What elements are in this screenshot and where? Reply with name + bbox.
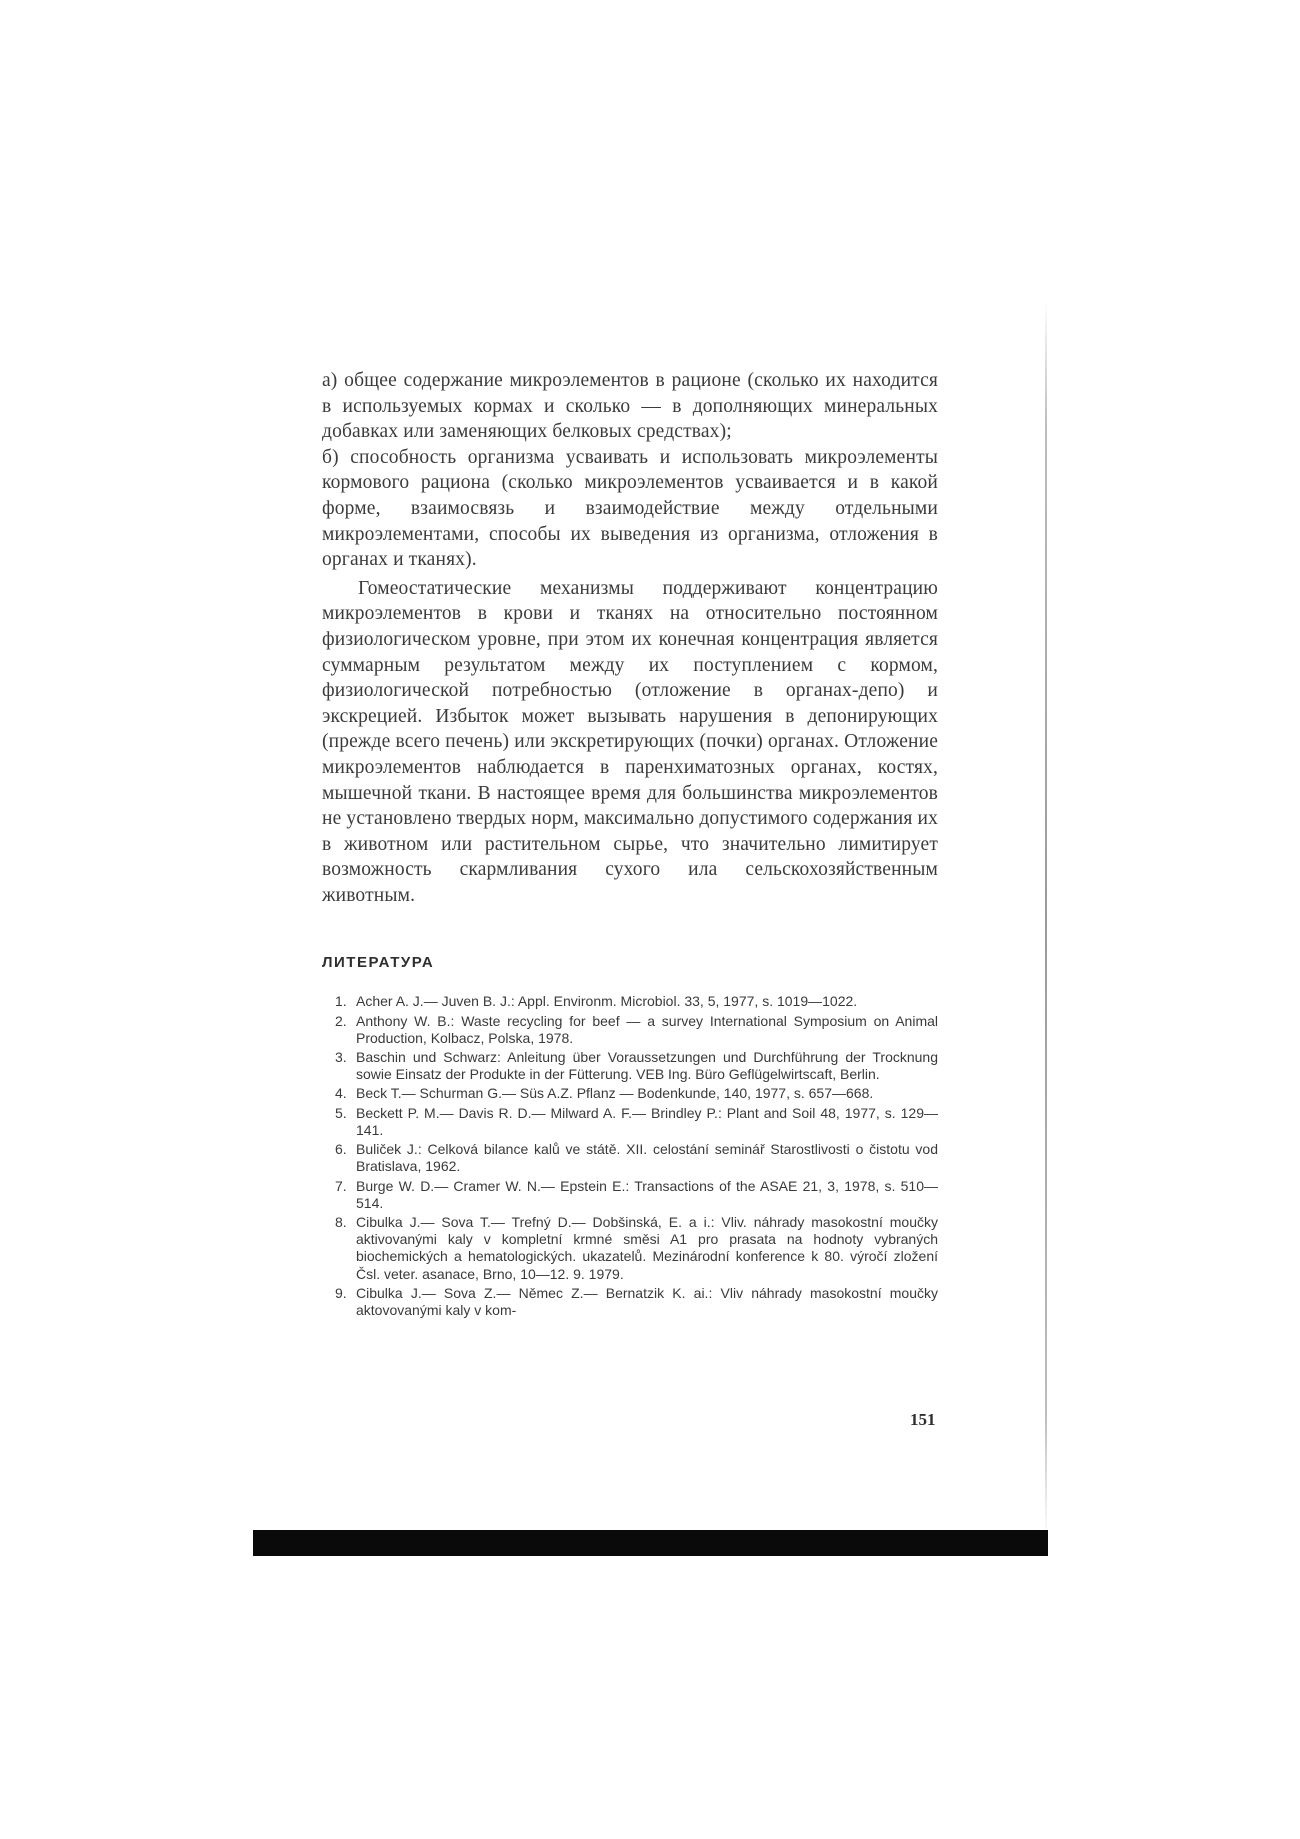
body-paragraph: Гомеостатические механизмы поддерживают концентрацию микроэлементов в крови и тканях на относительно постоянном физиологическом уровне, при этом их конечная концентрация является суммарным результатом между их поступлением с кормом, физиологической потребностью (отложение в органах-депо) и экскрецией. Избыток может вызывать нарушения в депонирующих (прежде всего печень) или экскретирующих (почки) органах. Отложение микроэлементов наблюдается в паренхиматозных органах, костях, мышечной ткани. В настоящее время для большинства микроэлементов не установлено твердых норм, максимально допустимого содержания их в животном или растительном сырье, что значительно лимитирует возможность скармливания сухого ила сельскохозяйственным животным. [322, 577, 938, 906]
body-item-b: б) способность организма усваивать и использовать микроэлементы кормового рациона (сколько микроэлементов усваивается и в какой форме, взаимосвязь и взаимодействие между отдельными микроэлементами, способы их выведения из организма, отложения в органах и тканях). [322, 446, 938, 571]
reference-text: Buliček J.: Celková bilance kalů ve státě. XII. celostání seminář Starostlivosti o čistotu vod Bratislava, 1962. [356, 1141, 938, 1175]
reference-text: Cibulka J.— Sova Z.— Němec Z.— Bernatzik K. ai.: Vliv náhrady masokostní moučky aktovovanými kaly v kom- [356, 1284, 938, 1318]
reference-number: 5. [335, 1104, 347, 1121]
reference-item [322, 1105, 938, 1139]
reference-item [322, 1214, 938, 1283]
reference-text: Baschin und Schwarz: Anleitung über Voraussetzungen und Durchführung der Trocknung sowie Einsatz der Produkte in der Fütterung. VEB Ing. Büro Geflügelwirtscaft, Berlin. [356, 1049, 938, 1083]
reference-text: Beckett P. M.— Davis R. D.— Milward A. F.— Brindley P.: Plant and Soil 48, 1977, s. 129—141. [356, 1104, 938, 1138]
reference-item [322, 1285, 938, 1319]
reference-number: 9. [335, 1284, 347, 1301]
page-text [322, 368, 938, 1321]
reference-item [322, 1085, 938, 1102]
reference-list [322, 993, 938, 1319]
reference-text: Anthony W. B.: Waste recycling for beef — a survey International Symposium on Animal Production, Kolbacz, Polska, 1978. [356, 1012, 938, 1046]
reference-item [322, 993, 938, 1010]
reference-text: Burge W. D.— Cramer W. N.— Epstein E.: Transactions of the ASAE 21, 3, 1978, s. 510—514. [356, 1177, 938, 1211]
reference-number: 2. [335, 1012, 347, 1029]
reference-item [322, 1178, 938, 1212]
reference-text: Beck T.— Schurman G.— Süs A.Z. Pflanz — Bodenkunde, 140, 1977, s. 657—668. [356, 1085, 874, 1102]
reference-number: 7. [335, 1177, 347, 1194]
reference-number: 4. [335, 1085, 347, 1102]
reference-number: 1. [335, 993, 347, 1010]
reference-number: 6. [335, 1141, 347, 1158]
reference-number: 8. [335, 1213, 347, 1230]
reference-text: Acher A. J.— Juven B. J.: Appl. Environm. Microbiol. 33, 5, 1977, s. 1019—1022. [356, 993, 858, 1010]
references-heading: ЛИТЕРАТУРА [322, 954, 435, 972]
page-number: 151 [910, 1410, 936, 1429]
page-edge-shadow [1045, 300, 1047, 1540]
reference-number: 3. [335, 1049, 347, 1066]
body-item-a: а) общее содержание микроэлементов в рационе (сколько их находится в используемых кормах и сколько — в дополняющих минеральных добавках или заменяющих белковых средствах); [322, 370, 938, 443]
reference-item [322, 1049, 938, 1083]
scan-bottom-border [253, 1530, 1048, 1556]
reference-text: Cibulka J.— Sova T.— Trefný D.— Dobšinská, E. a i.: Vliv. náhrady masokostní moučky aktivovanými kaly v kompletní krmné směsi A1 pro prasata na hodnoty vybraných biochemických a hematologických. ukazatelů. Mezinárodní konference k 80. výročí zložení Čsl. veter. asanace, Brno, 10—12. 9. 1979. [356, 1213, 938, 1282]
reference-item [322, 1013, 938, 1047]
reference-item [322, 1141, 938, 1175]
